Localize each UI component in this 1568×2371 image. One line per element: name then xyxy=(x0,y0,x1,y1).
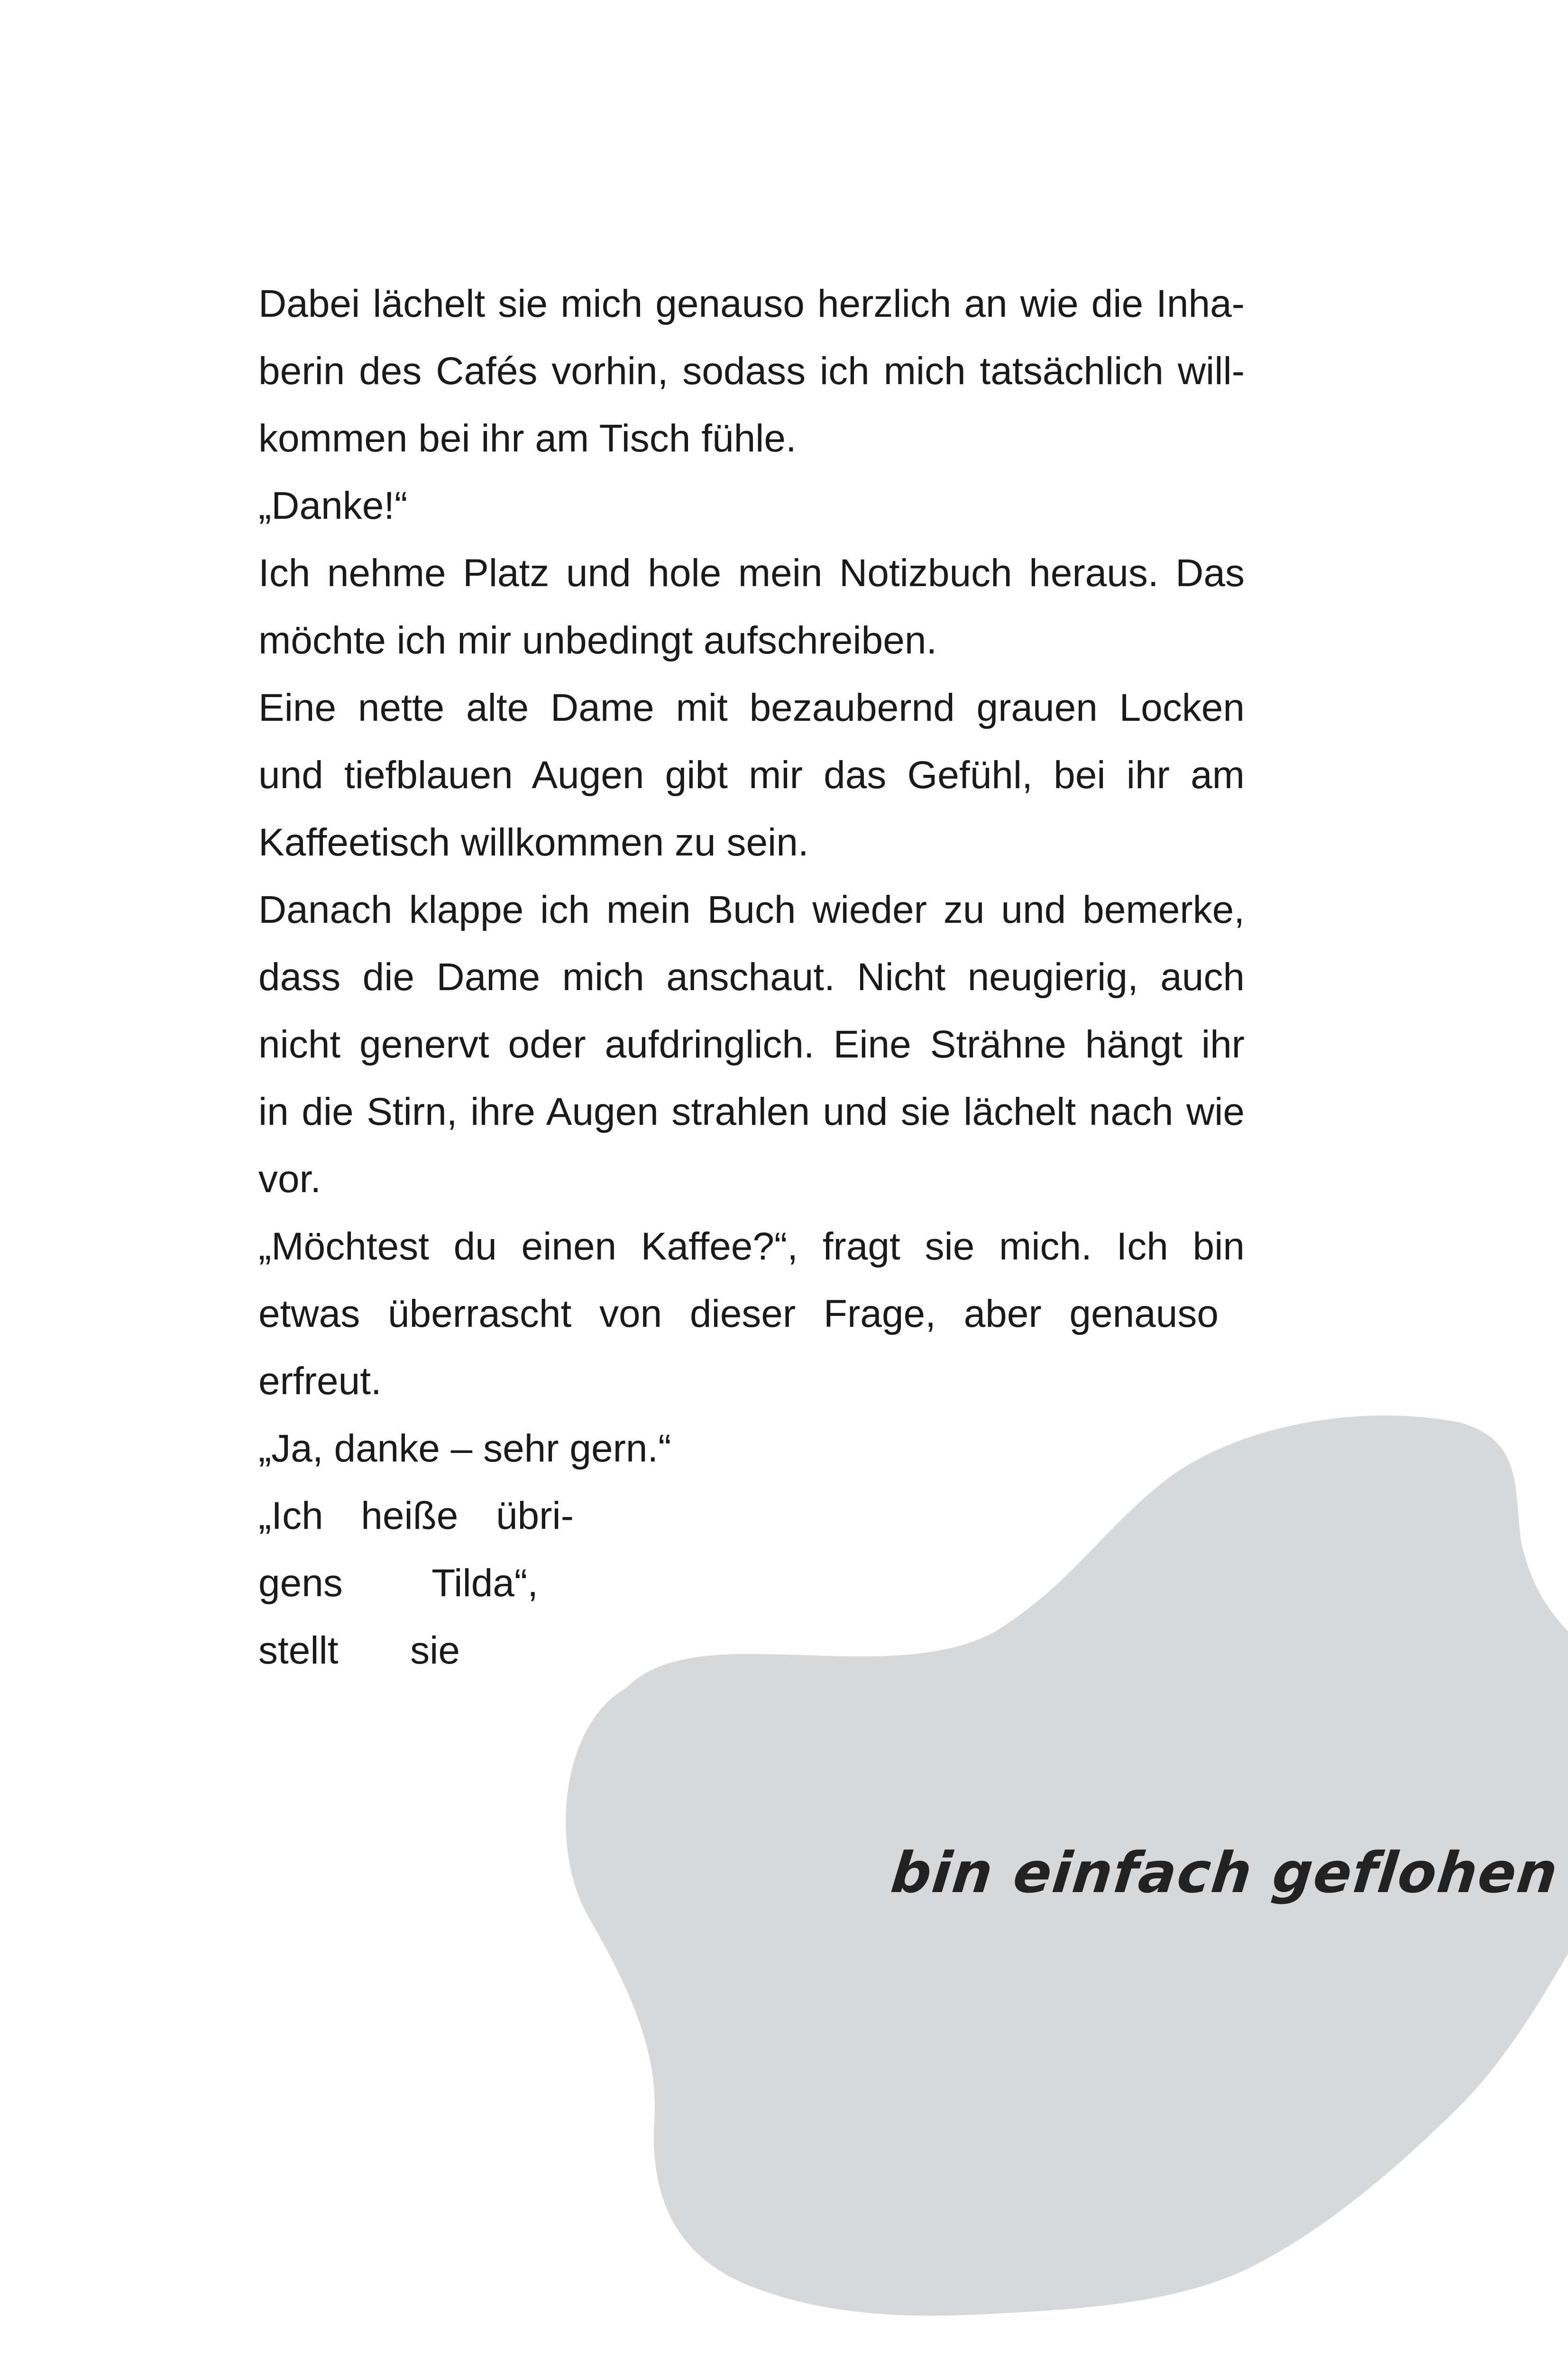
text-line-17: erfreut. xyxy=(258,1360,382,1403)
text-line-18: „Ja, danke – sehr gern.“ xyxy=(258,1427,671,1470)
text-line-21: stellt sie xyxy=(258,1629,460,1672)
text-line-1: Dabei lächelt sie mich genauso herzlich an wie die Inha- xyxy=(258,282,1245,325)
text-line-19: „Ich heiße übri- xyxy=(258,1494,574,1537)
text-line-15: „Möchtest du einen Kaffee?“, fragt sie mich. Ich bin xyxy=(258,1225,1245,1268)
text-line-13: in die Stirn, ihre Augen strahlen und sie lächelt nach wie xyxy=(258,1090,1245,1133)
text-line-10: Danach klappe ich mein Buch wieder zu und bemerke, xyxy=(258,888,1245,931)
text-line-2: berin des Cafés vorhin, sodass ich mich tatsächlich will- xyxy=(258,349,1245,393)
text-line-9: Kaffeetisch willkommen zu sein. xyxy=(258,821,809,864)
handwritten-note: bin einfach geflohen xyxy=(888,1840,1562,1905)
text-line-16: etwas überrascht von dieser Frage, aber genauso xyxy=(258,1292,1219,1335)
text-line-11: dass die Dame mich anschaut. Nicht neugierig, auch xyxy=(258,956,1245,999)
text-line-4: „Danke!“ xyxy=(258,484,408,527)
text-line-12: nicht genervt oder aufdringlich. Eine Strähne hängt ihr xyxy=(258,1023,1245,1066)
text-line-6: möchte ich mir unbedingt aufschreiben. xyxy=(258,619,937,662)
text-line-7: Eine nette alte Dame mit bezaubernd grauen Locken xyxy=(258,686,1245,729)
text-line-20: gens Tilda“, xyxy=(258,1562,538,1605)
text-line-3: kommen bei ihr am Tisch fühle. xyxy=(258,417,797,460)
text-line-5: Ich nehme Platz und hole mein Notizbuch heraus. Das xyxy=(258,551,1245,595)
text-line-14: vor. xyxy=(258,1158,321,1201)
text-line-8: und tiefblauen Augen gibt mir das Gefühl, bei ihr am xyxy=(258,754,1245,797)
